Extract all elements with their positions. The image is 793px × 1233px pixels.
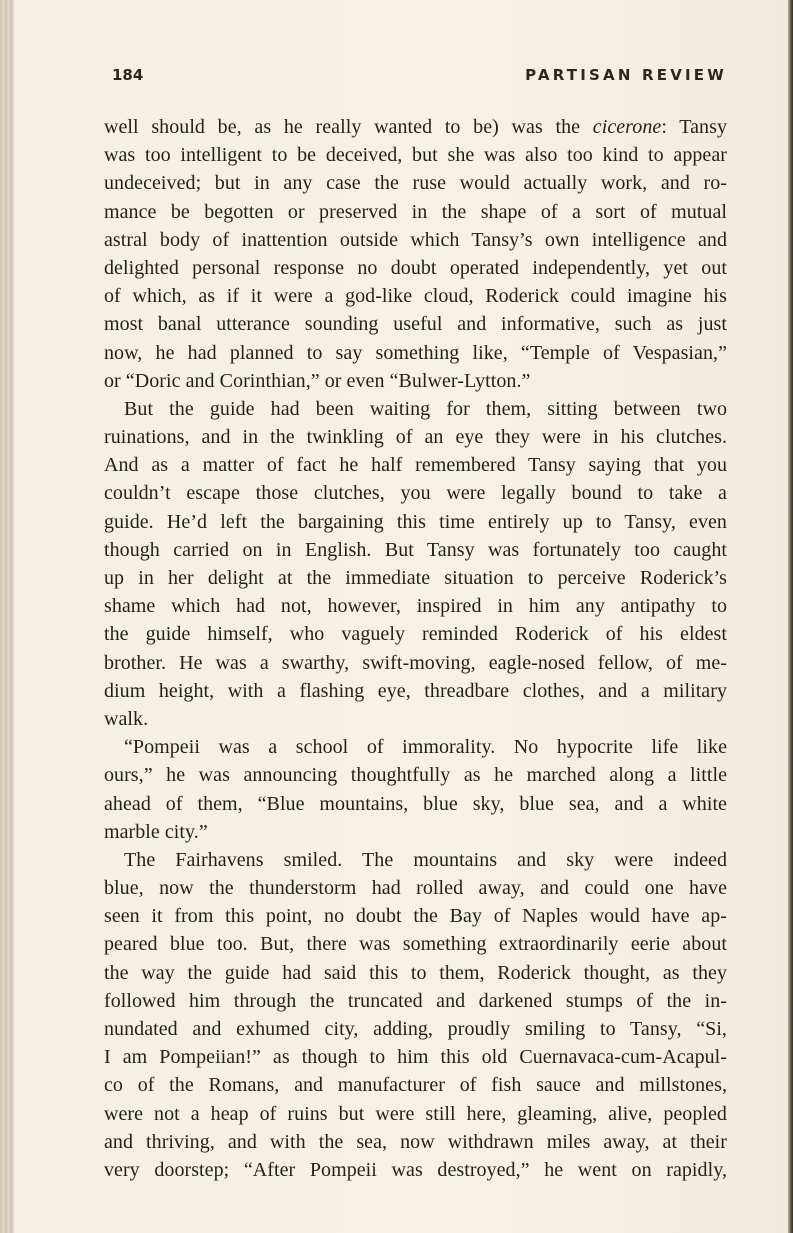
text-line: But the guide had been waiting for them, sitting between two: [124, 397, 727, 420]
running-head: [112, 66, 727, 90]
text-line: seen it from this point, no doubt the Bay of Naples would have ap-: [104, 905, 727, 928]
text-line: The Fairhavens smiled. The mountains and sky were indeed: [124, 848, 727, 871]
body-text: [104, 113, 727, 1184]
text-line: though carried on in English. But Tansy was fortunately too caught: [104, 538, 727, 561]
text-line: brother. He was a swarthy, swift-moving, eagle-nosed fellow, of me-: [104, 651, 727, 674]
text-line: most banal utterance sounding useful and informative, such as just: [104, 313, 727, 336]
text-line: ahead of them, “Blue mountains, blue sky, blue sea, and a white: [104, 792, 727, 815]
text-line: now, he had planned to say something like, “Temple of Vespasian,”: [104, 341, 727, 364]
text-line: the guide himself, who vaguely reminded Roderick of his eldest: [104, 623, 727, 646]
text-line: was too intelligent to be deceived, but she was also too kind to appear: [104, 144, 727, 167]
text-line: “Pompeii was a school of immorality. No hypocrite life like: [124, 736, 727, 759]
text-line: very doorstep; “After Pompeii was destroyed,” he went on rapidly,: [104, 1158, 727, 1181]
text-line: or “Doric and Corinthian,” or even “Bulwer-Lytton.”: [104, 369, 531, 392]
text-line: delighted personal response no doubt operated independently, yet out: [104, 256, 727, 279]
binding-edge: [0, 0, 14, 1233]
text-line: shame which had not, however, inspired in him any antipathy to: [104, 595, 727, 618]
text-line: co of the Romans, and manufacturer of fish sauce and millstones,: [104, 1074, 727, 1097]
journal-title: PARTISAN REVIEW: [525, 66, 727, 84]
text-line: I am Pompeiian!” as though to him this old Cuernavaca-cum-Acapul-: [104, 1046, 727, 1069]
text-line: undeceived; but in any case the ruse would actually work, and ro-: [104, 172, 727, 195]
text-line: couldn’t escape those clutches, you were legally bound to take a: [104, 482, 727, 505]
text-line: up in her delight at the immediate situation to perceive Roderick’s: [104, 567, 727, 589]
text-line: and thriving, and with the sea, now withdrawn miles away, at their: [104, 1130, 727, 1153]
text-line: dium height, with a flashing eye, threadbare clothes, and a military: [104, 679, 727, 702]
text-line: astral body of inattention outside which Tansy’s own intelligence and: [104, 228, 727, 251]
text-line: walk.: [104, 707, 149, 730]
text-line: blue, now the thunderstorm had rolled away, and could one have: [104, 877, 727, 900]
text-line: were not a heap of ruins but were still here, gleaming, alive, peopled: [104, 1102, 727, 1125]
text-line: ours,” he was announcing thoughtfully as he marched along a little: [104, 764, 727, 787]
text-line: of which, as if it were a god-like cloud, Roderick could imagine his: [104, 285, 727, 308]
text-line: ruinations, and in the twinkling of an eye they were in his clutches.: [104, 426, 727, 449]
text-line: guide. He’d left the bargaining this time entirely up to Tansy, even: [104, 510, 727, 533]
text-line: mance be begotten or preserved in the shape of a sort of mutual: [104, 200, 727, 223]
text-line: And as a matter of fact he half remembered Tansy saying that you: [104, 454, 727, 477]
text-line: nundated and exhumed city, adding, proudly smiling to Tansy, “Si,: [104, 1018, 727, 1040]
text-line: peared blue too. But, there was something extraordinarily eerie about: [104, 933, 727, 956]
text-line: followed him through the truncated and darkened stumps of the in-: [104, 989, 727, 1012]
text-line: marble city.”: [104, 820, 208, 843]
text-line: well should be, as he really wanted to be) was the cicerone: Tansy: [104, 116, 727, 138]
text-line: the way the guide had said this to them, Roderick thought, as they: [104, 961, 727, 984]
page-number: 184: [112, 66, 144, 84]
page-edge: [788, 0, 793, 1233]
